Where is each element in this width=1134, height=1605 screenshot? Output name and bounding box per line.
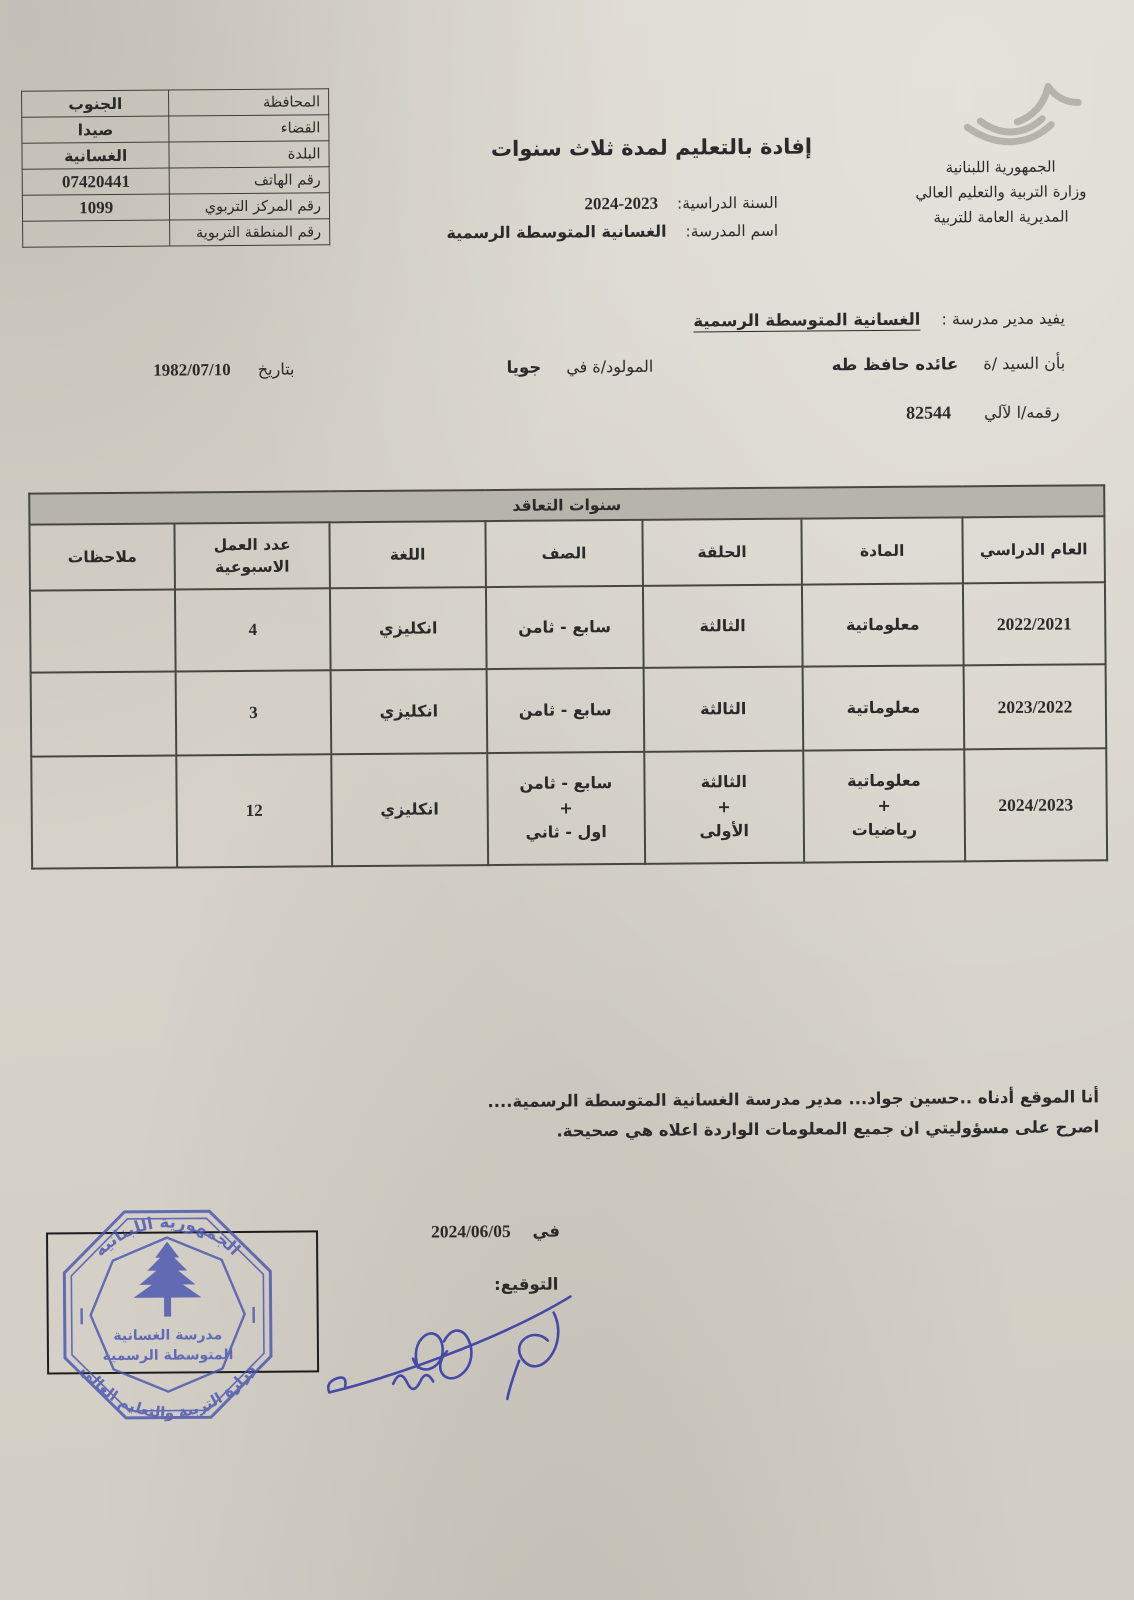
table-row (22, 115, 329, 143)
cell-notes (30, 590, 176, 673)
birthdate-value: 1982/07/10 (153, 360, 231, 380)
statement-id-line (906, 402, 1060, 424)
school-name-label: اسم المدرسة: (685, 221, 779, 241)
table-row (23, 219, 330, 247)
cell-year: 2022/2021 (963, 582, 1106, 665)
cell-hours: 12 (176, 754, 332, 867)
col-header-grade: الصف (485, 520, 642, 587)
cell-language: انكليزي (330, 587, 487, 670)
table-row (31, 748, 1107, 868)
handwritten-signature-icon (322, 1282, 578, 1406)
ministry-line-directorate: المديرية العامة للتربية (933, 206, 1069, 227)
declaration-line-1: أنا الموقع أدناه ..حسين جواد... مدير مدرسة الغسانية المتوسطة الرسمية.... (487, 1087, 1100, 1112)
cell-hours: 3 (176, 670, 331, 755)
info-value-governorate: الجنوب (22, 90, 170, 117)
cell-grade: سابع - ثامن (486, 668, 644, 753)
cell-grade: سابع - ثامن + اول - ثاني (487, 752, 645, 865)
page-title: إفادة بالتعليم لمدة ثلاث سنوات (490, 134, 813, 162)
admin-info-table (21, 88, 330, 247)
id-number: 82544 (905, 402, 952, 423)
info-label-town: البلدة (169, 141, 329, 168)
info-value-zone-number (23, 220, 171, 247)
subject-label: بأن السيد /ة (983, 353, 1066, 374)
ministry-open-book-logo-icon (947, 74, 1098, 157)
statement-subject-segment (832, 354, 1066, 375)
info-value-phone: 07420441 (22, 168, 170, 195)
subject-name: عائده حافظ طه (831, 354, 959, 375)
table-row (22, 89, 329, 117)
table-row (30, 582, 1106, 672)
col-header-year: العام الدراسي (963, 516, 1105, 583)
statement-intro-label: يفيد مدير مدرسة : (941, 308, 1065, 329)
declaration-paragraph (39, 1082, 1099, 1150)
school-year-line (358, 189, 778, 220)
cell-language: انكليزي (331, 753, 488, 866)
stamp-bottom-arc-text: وزارة التربية والتعليم العالي (77, 1360, 259, 1422)
table-row (22, 167, 329, 195)
school-name-line (358, 217, 778, 248)
cell-hours: 4 (175, 588, 330, 671)
statement-birthdate-segment (153, 360, 294, 381)
school-octagon-stamp-icon (50, 1197, 286, 1435)
issue-date-label: في (532, 1221, 561, 1241)
signature-label: التوقيع: (494, 1274, 559, 1295)
birthdate-label: بتاريخ (257, 359, 295, 379)
ministry-header (886, 154, 1117, 230)
title-sub-block (358, 189, 778, 248)
stamp-school-name-line1: مدرسة الغسانية (113, 1327, 223, 1345)
cell-subject: معلوماتية (802, 583, 964, 666)
col-header-language: اللغة (329, 521, 485, 588)
birthplace-label: المولود/ة في (566, 356, 654, 377)
declaration-line-2: اصرح على مسؤوليتي ان جميع المعلومات الواردة اعلاه هي صحيحة. (556, 1116, 1100, 1141)
ministry-line-ministry: وزارة التربية والتعليم العالي (915, 182, 1087, 202)
col-header-notes: ملاحظات (29, 524, 175, 591)
table-row (31, 664, 1107, 756)
stamp-top-arc-text: الجمهورية اللبنانية (90, 1212, 245, 1261)
issue-date-line (431, 1221, 560, 1243)
ministry-line-republic: الجمهورية اللبنانية (945, 157, 1056, 177)
statement-school-name: الغسانية المتوسطة الرسمية (693, 309, 921, 331)
info-label-phone: رقم الهاتف (170, 167, 330, 194)
statement-birthplace-segment (506, 357, 653, 377)
id-label: رقمه/ا لآلي (984, 402, 1060, 423)
stamp-school-name-line2: المتوسطة الرسمية (102, 1347, 234, 1365)
cell-subject: معلوماتية (802, 665, 964, 750)
cell-year: 2023/2022 (964, 664, 1107, 749)
cell-subject: معلوماتية + رياضيات (803, 749, 965, 862)
col-header-cycle: الحلقة (642, 519, 802, 586)
statement-intro-line (693, 309, 1065, 331)
cell-notes (31, 756, 177, 869)
table-caption: سنوات التعاقد (29, 485, 1104, 524)
cell-cycle: الثالثة (643, 667, 803, 752)
cell-cycle: الثالثة + الأولى (644, 751, 804, 864)
contract-years-table (28, 484, 1108, 869)
info-label-governorate: المحافظة (169, 89, 329, 116)
birthplace-value: جويا (506, 357, 542, 377)
info-label-district: القضاء (169, 115, 329, 142)
school-year-value: 2023-2024 (584, 193, 659, 214)
info-value-district: صيدا (22, 116, 170, 143)
table-row (22, 193, 329, 221)
table-row (22, 141, 329, 169)
col-header-subject: المادة (801, 517, 963, 584)
table-header-row (29, 516, 1104, 590)
cell-cycle: الثالثة (643, 585, 803, 668)
cell-grade: سابع - ثامن (486, 586, 644, 669)
cedar-tree-icon (133, 1241, 202, 1317)
cell-notes (31, 672, 177, 757)
info-value-center-number: 1099 (22, 194, 170, 221)
school-year-label: السنة الدراسية: (676, 193, 779, 213)
info-value-town: الغسانية (22, 142, 170, 169)
info-label-center-number: رقم المركز التربوي (170, 193, 330, 220)
issue-date-value: 2024/06/05 (430, 1220, 511, 1242)
school-name-value: الغسانية المتوسطة الرسمية (446, 221, 667, 243)
col-header-weekly-hours: عدد العمل الاسبوعية (175, 522, 330, 589)
cell-language: انكليزي (331, 669, 488, 754)
cell-year: 2024/2023 (964, 748, 1107, 861)
info-label-zone-number: رقم المنطقة التربوية (170, 219, 330, 246)
